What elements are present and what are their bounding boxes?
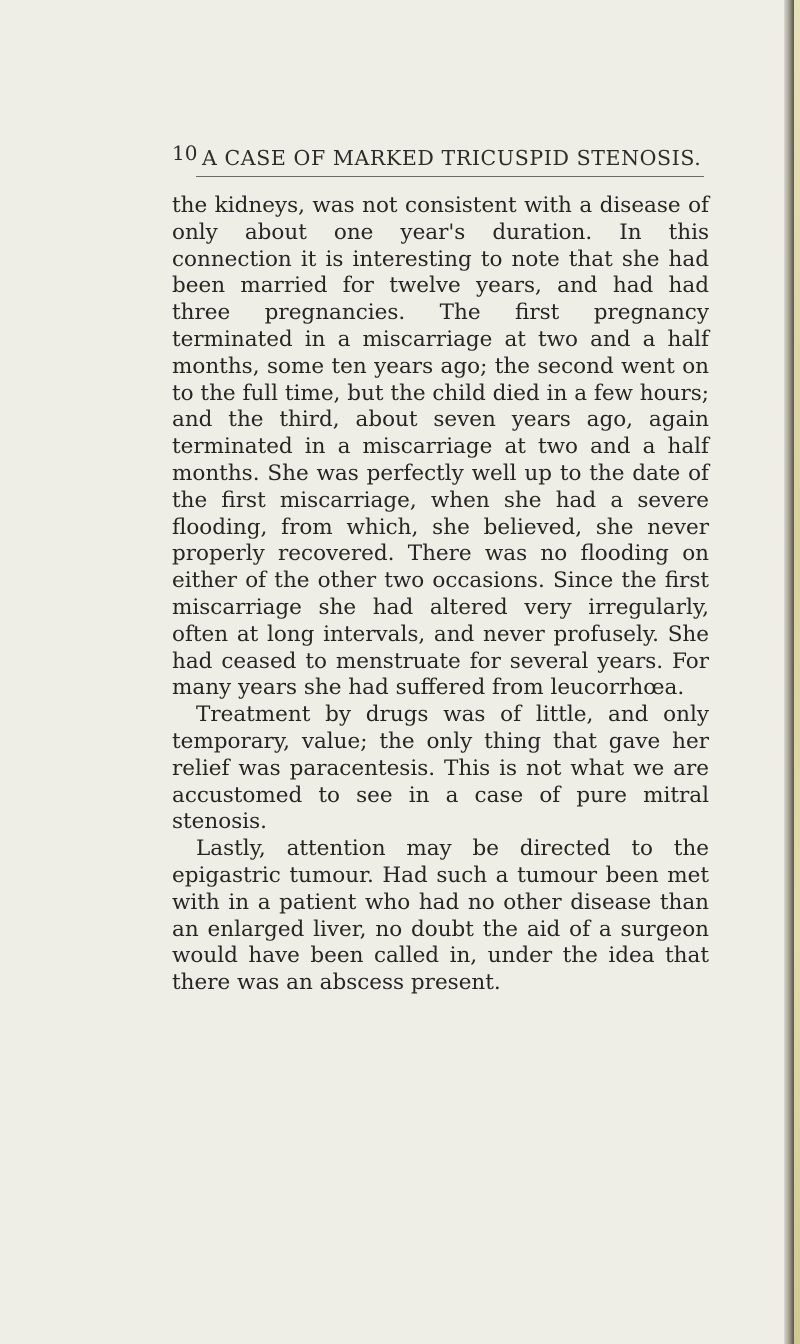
paragraph-treatment: Treatment by drugs was of little, and only temporary, value; the only thing that gave her relief was paracentesis. This is not what we are accustomed to see in a case of pure mitral stenosis. bbox=[172, 702, 709, 835]
paragraph-kidneys: the kidneys, was not consistent with a disease of only about one year's duration. In this connection it is interesting to note that she had been married for twelve years, and had had three pregnancies. The first pregnancy terminated in a miscarriage at two and a half months, some ten years ago; the second went on to the full time, but the child died in a few hours; and the third, about seven years ago, again terminated in a miscarriage at two and a half months. She was perfectly well up to the date of the first miscarriage, when she had a severe flooding, from which, she believed, she never properly recovered. There was no flooding on either of the other two occasions. Since the first miscarriage she had altered very irregularly, often at long intervals, and never profusely. She had ceased to menstruate for several years. For many years she had suffered from leucorrhœa. bbox=[172, 193, 709, 701]
running-header bbox=[172, 141, 702, 173]
paragraph-epigastric-tumour: Lastly, attention may be directed to the epigastric tumour. Had such a tumour been met with in a patient who had no other disease than an enlarged liver, no doubt the aid of a surgeon would have been called in, under the idea that there was an abscess present. bbox=[172, 836, 709, 996]
running-header-title: A CASE OF MARKED TRICUSPID STENOSIS. bbox=[202, 146, 702, 170]
body-text bbox=[172, 193, 709, 997]
header-rule bbox=[196, 176, 704, 177]
page-number: 10 bbox=[172, 141, 198, 165]
page-edge-strip bbox=[794, 0, 800, 1344]
